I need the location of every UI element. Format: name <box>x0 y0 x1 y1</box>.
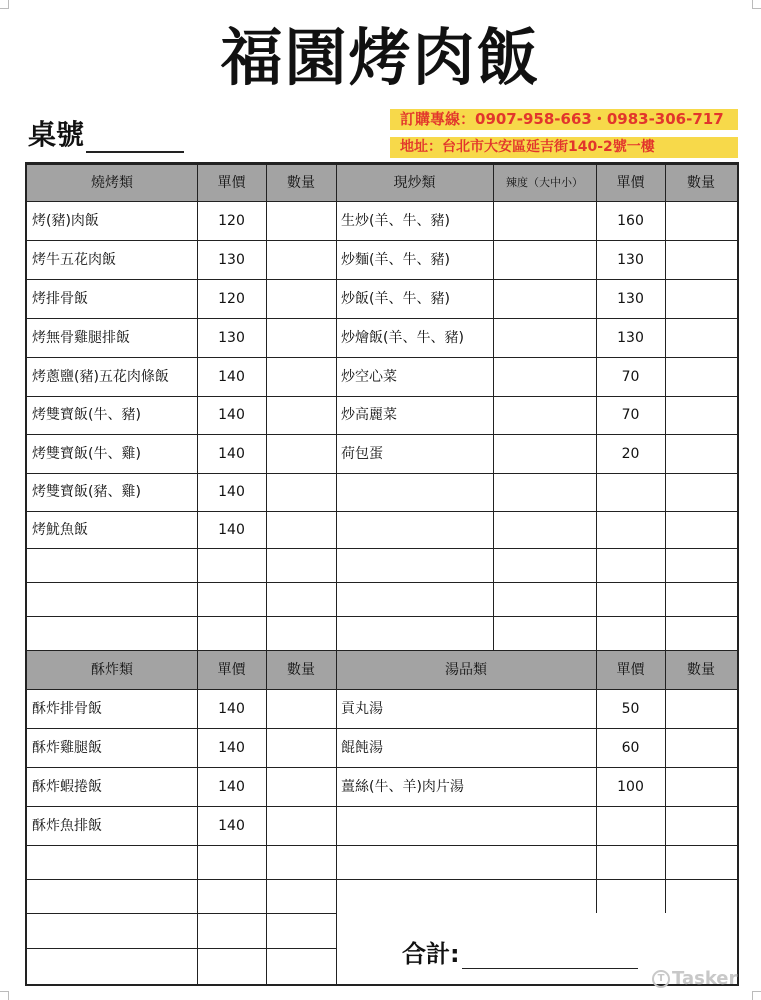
grill-item-price: 140 <box>218 484 245 500</box>
soup-qty-header: 數量 <box>687 661 715 678</box>
row-divider <box>27 948 336 949</box>
fried-item-name: 酥炸雞腿飯 <box>32 739 102 756</box>
grill-item-name: 烤雙寶飯(豬、雞) <box>32 484 141 500</box>
stirfry-item-price: 160 <box>617 212 644 229</box>
grill-item-price: 140 <box>218 521 245 538</box>
table-number-field[interactable] <box>28 113 184 153</box>
grill-item-price: 140 <box>218 407 245 423</box>
tasker-logo-icon: T <box>652 970 670 988</box>
stirfry-spice-header: 辣度（大中小） <box>506 176 583 189</box>
fried-item-qty-cell[interactable] <box>266 767 336 806</box>
stirfry-item-qty-cell[interactable] <box>665 240 737 279</box>
stirfry-item-price: 130 <box>617 290 644 307</box>
stirfry-item-price: 70 <box>621 368 640 385</box>
watermark-text: Tasker <box>672 968 738 989</box>
stirfry-price-header: 單價 <box>616 174 645 191</box>
stirfry-item-qty-cell[interactable] <box>665 318 737 357</box>
total-label: 合計: <box>402 940 460 968</box>
fried-item-name: 酥炸魚排飯 <box>32 817 102 834</box>
stirfry-item-spice-cell[interactable] <box>493 357 596 396</box>
soup-item-price: 60 <box>621 739 640 756</box>
stirfry-item-name: 炒高麗菜 <box>341 407 397 423</box>
fried-item-price: 140 <box>218 739 245 756</box>
table-number-label: 桌號 <box>28 118 85 151</box>
soup-item-name: 餛飩湯 <box>341 739 383 756</box>
order-form-table <box>25 162 739 986</box>
table-number-blank[interactable] <box>86 127 184 153</box>
stirfry-item-spice-cell[interactable] <box>493 240 596 279</box>
grill-item-name: 烤雙寶飯(牛、雞) <box>32 445 141 462</box>
stirfry-item-qty-cell[interactable] <box>665 279 737 318</box>
stirfry-item-spice-cell[interactable] <box>493 318 596 357</box>
fried-item-price: 140 <box>218 778 245 795</box>
fried-item-name: 酥炸排骨飯 <box>32 700 102 717</box>
stirfry-item-name: 生炒(羊、牛、豬) <box>341 212 450 229</box>
stirfry-item-price: 130 <box>617 251 644 268</box>
fried-item-qty-cell[interactable] <box>266 806 336 845</box>
grill-item-qty-cell[interactable] <box>266 201 336 240</box>
stirfry-item-name: 炒飯(羊、牛、豬) <box>341 290 450 307</box>
fried-item-price: 140 <box>218 700 245 717</box>
fried-price-header: 單價 <box>217 661 246 678</box>
stirfry-item-spice-cell[interactable] <box>493 201 596 240</box>
grill-price-header: 單價 <box>217 174 246 191</box>
stirfry-category-header: 現炒類 <box>393 174 436 191</box>
grill-item-qty-cell[interactable] <box>266 511 336 548</box>
grill-item-qty-cell[interactable] <box>266 396 336 434</box>
grill-item-price: 140 <box>218 445 245 462</box>
fried-item-name: 酥炸蝦捲飯 <box>32 778 102 795</box>
grill-item-qty-cell[interactable] <box>266 240 336 279</box>
grill-item-name: 烤排骨飯 <box>32 290 88 307</box>
grill-item-name: 烤牛五花肉飯 <box>32 251 116 268</box>
stirfry-item-name: 炒麵(羊、牛、豬) <box>341 251 450 268</box>
grill-item-qty-cell[interactable] <box>266 357 336 396</box>
grill-item-price: 130 <box>218 329 245 346</box>
fried-qty-header: 數量 <box>287 661 315 678</box>
stirfry-item-name: 炒空心菜 <box>341 368 397 385</box>
grill-item-name: 烤蔥鹽(豬)五花肉條飯 <box>32 368 169 385</box>
stirfry-item-name: 炒燴飯(羊、牛、豬) <box>341 329 464 346</box>
fried-item-qty-cell[interactable] <box>266 689 336 728</box>
grill-item-name: 烤魷魚飯 <box>32 521 88 538</box>
row-divider <box>27 845 737 846</box>
soup-price-header: 單價 <box>616 661 645 678</box>
grill-item-price: 130 <box>218 251 245 268</box>
stirfry-item-qty-cell[interactable] <box>665 357 737 396</box>
stirfry-item-spice-cell[interactable] <box>493 279 596 318</box>
soup-item-name: 貢丸湯 <box>341 700 383 717</box>
grill-item-price: 120 <box>218 212 245 229</box>
crop-mark-bottom-right <box>752 991 761 1000</box>
stirfry-item-qty-cell[interactable] <box>665 434 737 473</box>
stirfry-qty-header: 數量 <box>687 174 715 191</box>
total-blank[interactable] <box>462 946 638 969</box>
stirfry-item-price: 20 <box>621 445 640 462</box>
grill-category-header: 燒烤類 <box>91 174 133 191</box>
address: 地址：台北市大安區延吉街140-2號一樓 <box>390 137 738 158</box>
stirfry-item-price: 70 <box>621 407 640 423</box>
soup-item-qty-cell[interactable] <box>665 728 737 767</box>
grill-item-name: 烤(豬)肉飯 <box>32 212 99 229</box>
grill-item-qty-cell[interactable] <box>266 279 336 318</box>
watermark <box>652 968 737 989</box>
stirfry-item-name: 荷包蛋 <box>341 445 383 462</box>
grill-item-qty-cell[interactable] <box>266 318 336 357</box>
soup-item-qty-cell[interactable] <box>665 767 737 806</box>
row-divider <box>27 548 737 549</box>
restaurant-title: 福園烤肉飯 <box>220 21 541 94</box>
grill-qty-header: 數量 <box>287 174 315 191</box>
stirfry-item-spice-cell[interactable] <box>493 434 596 473</box>
crop-mark-bottom-left <box>0 991 9 1000</box>
stirfry-item-qty-cell[interactable] <box>665 396 737 434</box>
row-divider <box>27 582 737 583</box>
stirfry-item-qty-cell[interactable] <box>665 201 737 240</box>
stirfry-item-spice-cell[interactable] <box>493 396 596 434</box>
soup-item-price: 100 <box>617 778 644 795</box>
row-divider <box>27 913 336 914</box>
soup-item-qty-cell[interactable] <box>665 689 737 728</box>
row-divider <box>27 616 737 617</box>
grill-item-price: 140 <box>218 368 245 385</box>
order-phone: 訂購專線：0907-958-663・0983-306-717 <box>390 109 738 130</box>
grill-item-name: 烤無骨雞腿排飯 <box>32 329 130 346</box>
stirfry-item-price: 130 <box>617 329 644 346</box>
fried-category-header: 酥炸類 <box>91 661 133 678</box>
grill-item-qty-cell[interactable] <box>266 473 336 511</box>
total-field[interactable] <box>402 934 638 969</box>
soup-item-name: 薑絲(牛、羊)肉片湯 <box>341 778 464 795</box>
fried-item-price: 140 <box>218 817 245 834</box>
soup-item-price: 50 <box>621 700 640 717</box>
fried-item-qty-cell[interactable] <box>266 728 336 767</box>
soup-category-header: 湯品類 <box>445 661 487 678</box>
grill-item-price: 120 <box>218 290 245 307</box>
grill-item-name: 烤雙寶飯(牛、豬) <box>32 407 141 423</box>
grill-item-qty-cell[interactable] <box>266 434 336 473</box>
row-divider <box>27 879 737 880</box>
